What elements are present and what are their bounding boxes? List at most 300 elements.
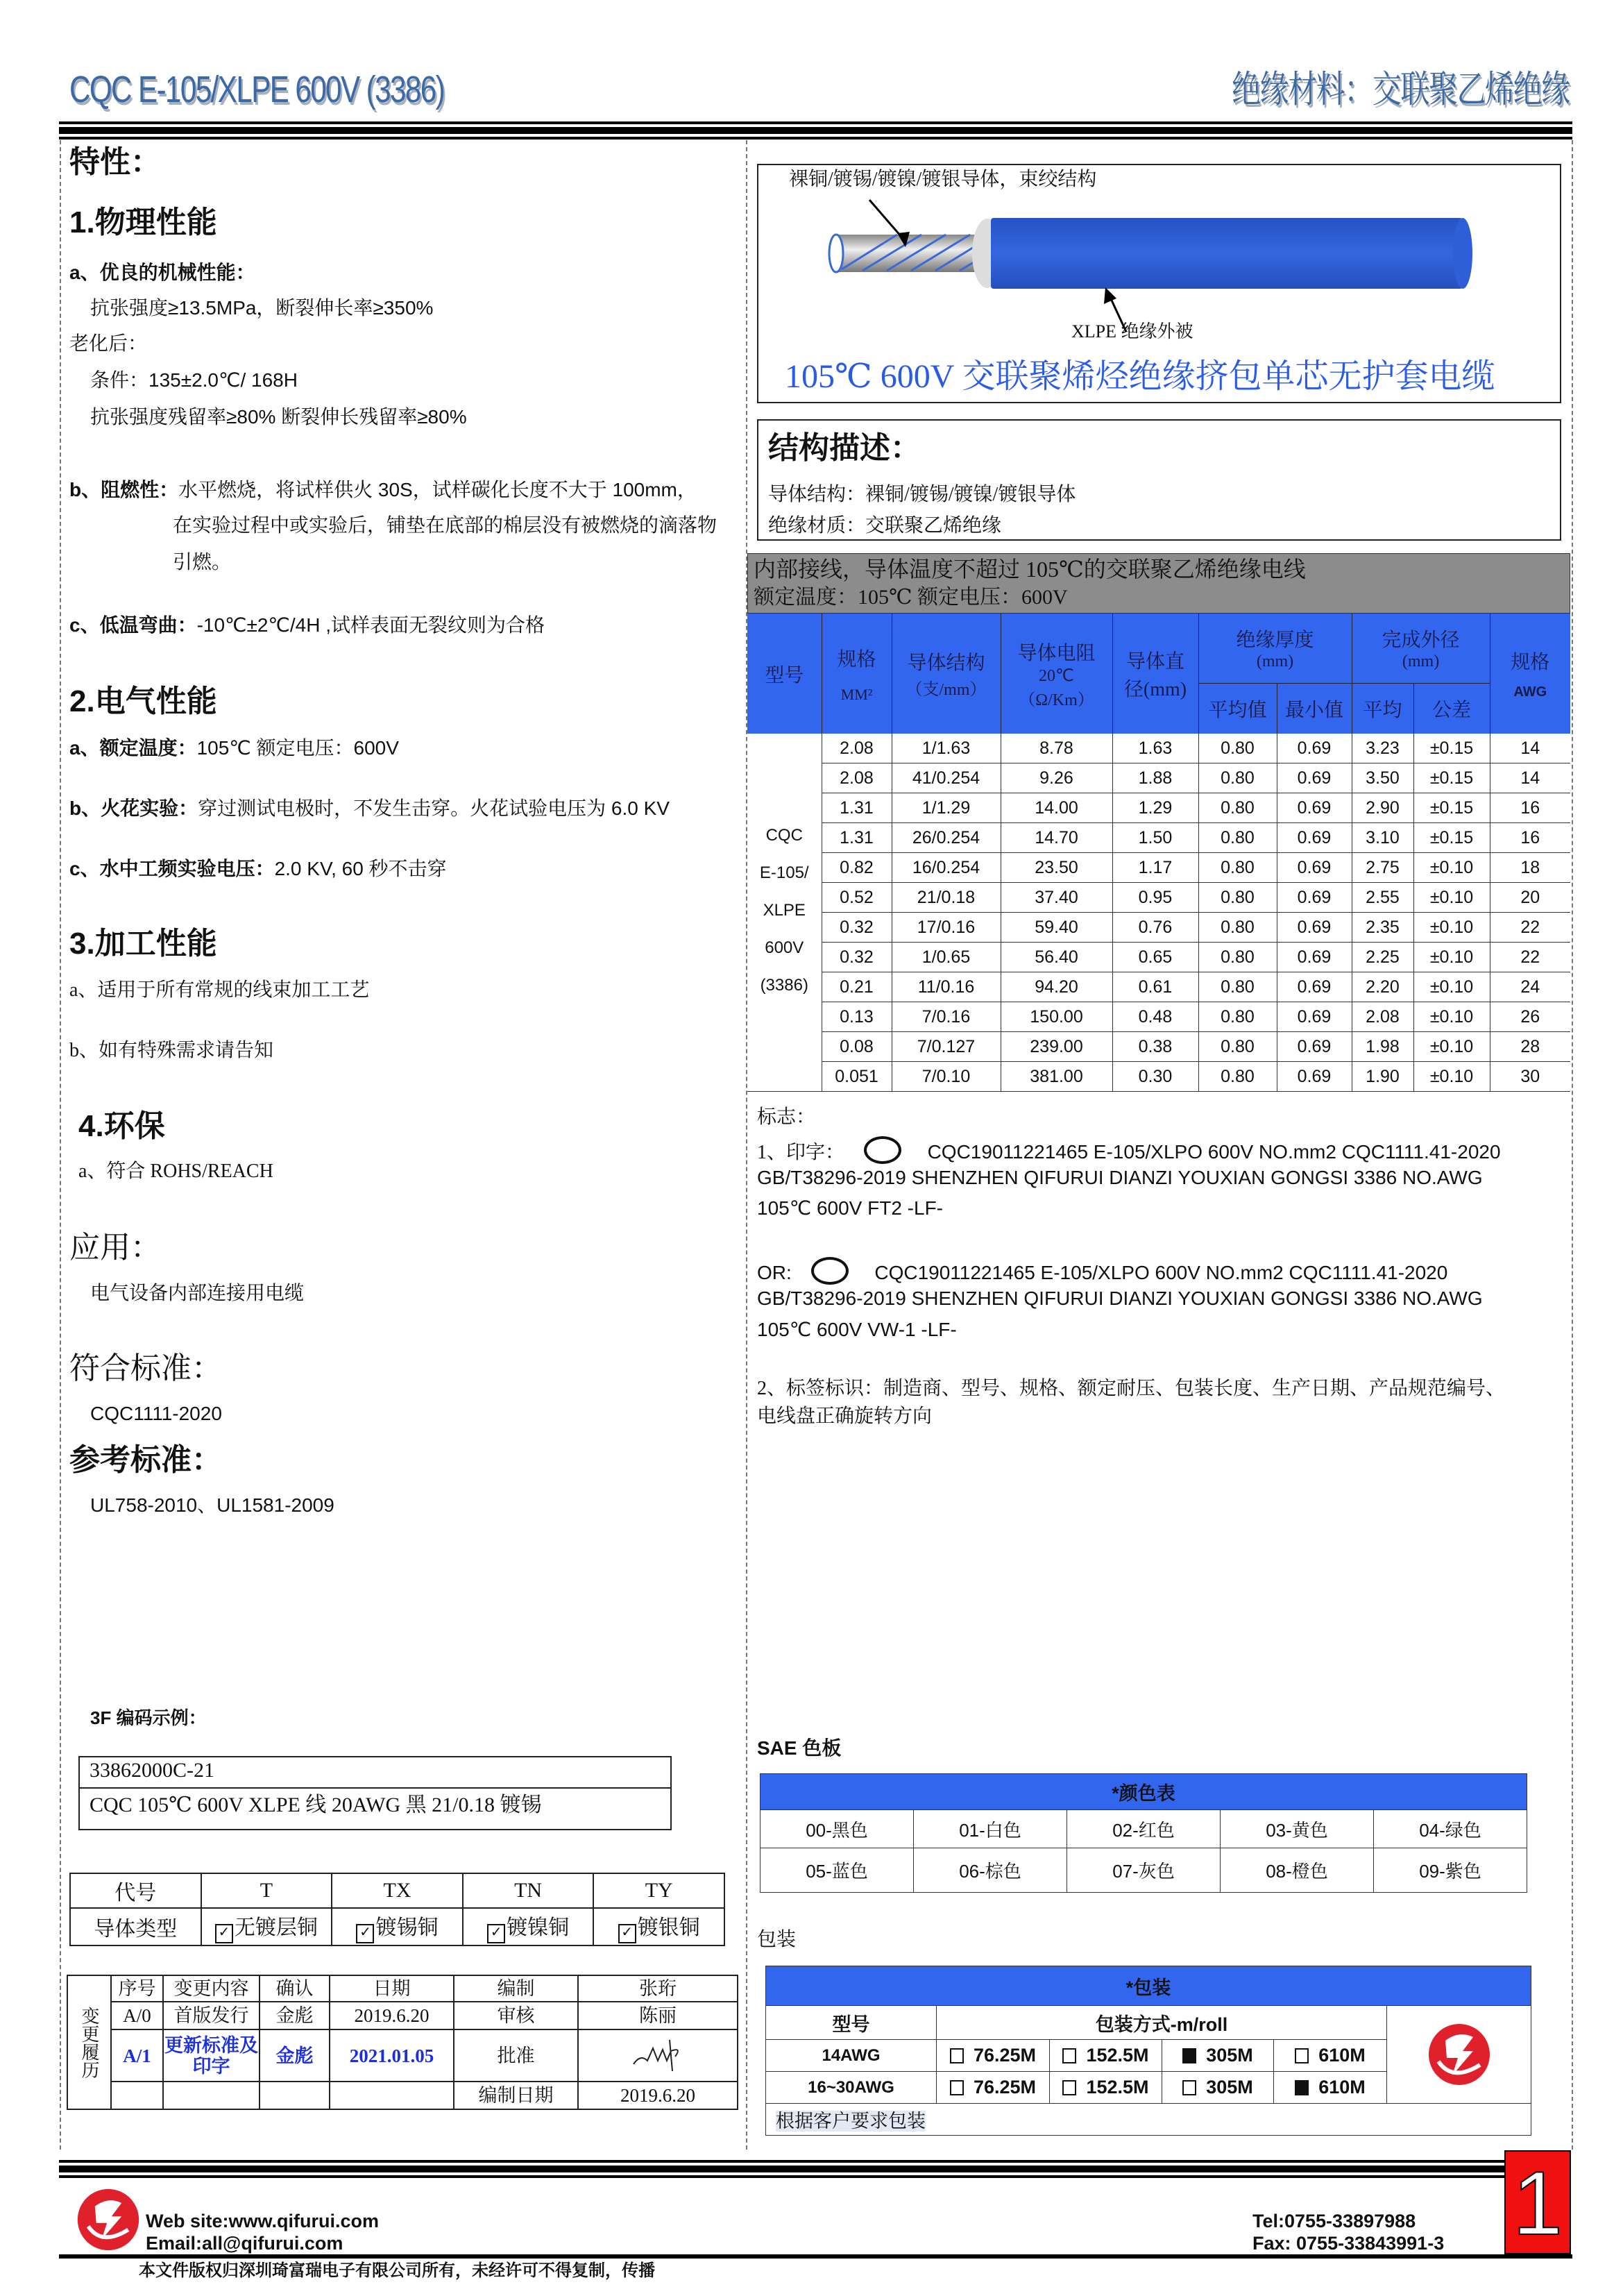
packing-option-label: 610M bbox=[1318, 2077, 1366, 2097]
col-awg-label: 规格 bbox=[1511, 652, 1550, 673]
code-value: 33862000C-21 bbox=[90, 1759, 214, 1782]
table-cell: 2.20 bbox=[1352, 972, 1413, 1002]
model-line: 600V bbox=[765, 938, 804, 957]
table-cell: 1/1.63 bbox=[892, 734, 1001, 763]
revision-cell bbox=[330, 2082, 454, 2109]
checked-box-icon: ✓ bbox=[356, 1924, 374, 1943]
table-cell: 41/0.254 bbox=[892, 763, 1001, 793]
revision-cell bbox=[163, 2002, 260, 2029]
table-row bbox=[747, 883, 1570, 913]
packing-option-label: 305M bbox=[1206, 2045, 1253, 2066]
marking-line1a bbox=[757, 1136, 1501, 1165]
col-diameter-unit: 径(mm) bbox=[1123, 678, 1187, 700]
header-rule-thick bbox=[59, 127, 1572, 134]
table-cell: 0.13 bbox=[822, 1002, 892, 1032]
table-cell: ±0.10 bbox=[1413, 943, 1490, 972]
color-item: 02-红色 bbox=[1067, 1810, 1221, 1848]
features-title: 特性： bbox=[69, 145, 161, 179]
col-thickness-avg: 平均值 bbox=[1198, 683, 1277, 734]
marking-line2a bbox=[757, 1257, 1447, 1285]
mechanical-label: a、优良的机械性能： bbox=[69, 262, 255, 283]
water-voltage-label: c、水中工频实验电压： bbox=[69, 858, 275, 879]
table-cell: ±0.15 bbox=[1413, 823, 1490, 853]
structure-title: 结构描述： bbox=[768, 431, 921, 465]
table-cell: 56.40 bbox=[1001, 943, 1112, 972]
code-example-box bbox=[78, 1756, 672, 1830]
table-cell: 7/0.10 bbox=[892, 1062, 1001, 1092]
footer-fax: Fax: 0755-33843991-3 bbox=[1252, 2233, 1445, 2254]
table-row bbox=[747, 1062, 1570, 1092]
table-cell: 14 bbox=[1490, 734, 1570, 763]
checkbox-icon bbox=[1182, 2080, 1196, 2095]
table-cell: ±0.10 bbox=[1413, 1002, 1490, 1032]
code-example-title: 3F 编码示例： bbox=[90, 1707, 207, 1728]
aging-retention: 抗张强度残留率≥80% 断裂伸长残留率≥80% bbox=[90, 406, 467, 428]
page-number: 1 bbox=[1512, 2152, 1563, 2254]
footer-rule-thin bbox=[59, 2175, 1504, 2178]
spark-test bbox=[69, 797, 670, 820]
water-voltage bbox=[69, 857, 447, 881]
table-row bbox=[747, 943, 1570, 972]
footer-rule bbox=[59, 2160, 1504, 2163]
marking-text: CQC19011221465 E-105/XLPO 600V NO.mm2 CQC1111.41-2020 bbox=[927, 1141, 1501, 1163]
divider bbox=[80, 1787, 670, 1789]
code-cell-text: 代号 bbox=[114, 1881, 157, 1905]
description-band bbox=[747, 553, 1570, 614]
col-structure-unit: （支/mm） bbox=[906, 681, 987, 699]
insulation-label: XLPE 绝缘外被 bbox=[1071, 321, 1193, 341]
packing-note-cell bbox=[766, 2104, 1531, 2136]
col-awg-unit: AWG bbox=[1513, 684, 1547, 700]
table-cell: 0.69 bbox=[1277, 823, 1352, 853]
packing-table bbox=[765, 1966, 1531, 2136]
revision-cell bbox=[330, 2002, 454, 2029]
checkbox-icon bbox=[1062, 2048, 1076, 2063]
revision-cell bbox=[111, 2082, 163, 2109]
table-cell: 0.76 bbox=[1112, 913, 1198, 943]
revision-row bbox=[67, 1975, 738, 2002]
revision-row bbox=[67, 2002, 738, 2029]
table-cell: 0.80 bbox=[1198, 1062, 1277, 1092]
revision-cell bbox=[111, 1975, 163, 2002]
table-cell: 2.35 bbox=[1352, 913, 1413, 943]
col-model: 型号 bbox=[747, 614, 822, 734]
footer-rule-thick bbox=[59, 2166, 1504, 2172]
col-thickness-min: 最小值 bbox=[1277, 683, 1352, 734]
table-row bbox=[747, 1002, 1570, 1032]
table-cell: 0.80 bbox=[1198, 1032, 1277, 1062]
table-cell: 3.23 bbox=[1352, 734, 1413, 763]
checkbox-icon bbox=[1295, 2048, 1309, 2063]
table-row bbox=[747, 793, 1570, 823]
column-divider bbox=[746, 140, 747, 2150]
packing-option[interactable] bbox=[1274, 2040, 1387, 2072]
processing-b: b、如有特殊需求请告知 bbox=[69, 1040, 274, 1061]
col-thickness bbox=[1198, 614, 1352, 683]
spark-test-label: b、火花实验： bbox=[69, 797, 198, 819]
revision-cell-text: 更新标准及印字 bbox=[164, 2034, 258, 2077]
table-cell: 1.29 bbox=[1112, 793, 1198, 823]
color-table-title: *颜色表 bbox=[760, 1774, 1527, 1810]
col-resistance-temp: 20℃ bbox=[1039, 666, 1074, 685]
table-cell: 1.50 bbox=[1112, 823, 1198, 853]
table-cell: 14.00 bbox=[1001, 793, 1112, 823]
col-diameter-label: 导体直 bbox=[1125, 650, 1184, 673]
signature bbox=[578, 2029, 738, 2082]
revision-cell bbox=[260, 2002, 330, 2029]
table-cell: 20 bbox=[1490, 883, 1570, 913]
marking-line1c: 105℃ 600V FT2 -LF- bbox=[757, 1197, 943, 1219]
revision-cell-text: 张珩 bbox=[639, 1978, 677, 1999]
model-line: E-105/ bbox=[759, 863, 809, 882]
table-cell: 0.32 bbox=[822, 913, 892, 943]
marking-line2b: GB/T38296-2019 SHENZHEN QIFURUI DIANZI YOUXIAN GONGSI 3386 NO.AWG bbox=[757, 1288, 1483, 1309]
doc-category: 绝缘材料：交联聚乙烯绝缘 bbox=[1232, 69, 1570, 110]
application-title: 应用： bbox=[69, 1231, 161, 1265]
color-item: 09-紫色 bbox=[1374, 1848, 1527, 1893]
code-cell bbox=[463, 1873, 594, 1908]
code-cell bbox=[70, 1908, 201, 1945]
revision-cell-text: 2021.01.05 bbox=[349, 2045, 434, 2066]
color-item: 08-橙色 bbox=[1221, 1848, 1374, 1893]
table-cell: 0.32 bbox=[822, 943, 892, 972]
packing-option-label: 610M bbox=[1318, 2045, 1366, 2066]
table-cell: 2.08 bbox=[822, 763, 892, 793]
table-cell: 0.051 bbox=[822, 1062, 892, 1092]
reference-title: 参考标准： bbox=[69, 1443, 222, 1477]
cable-diagram-box bbox=[757, 164, 1561, 403]
marking-line3a: 2、标签标识：制造商、型号、规格、额定耐压、包装长度、生产日期、产品规范编号、 bbox=[757, 1378, 1506, 1399]
code-cell bbox=[463, 1908, 594, 1945]
revision-cell bbox=[330, 2029, 454, 2082]
code-cell bbox=[593, 1873, 724, 1908]
table-cell: 94.20 bbox=[1001, 972, 1112, 1002]
table-row bbox=[747, 1032, 1570, 1062]
packing-option[interactable] bbox=[1162, 2040, 1274, 2072]
table-cell: 59.40 bbox=[1001, 913, 1112, 943]
revision-cell bbox=[454, 1975, 578, 2002]
revision-cell bbox=[578, 2082, 738, 2109]
col-structure bbox=[892, 614, 1001, 734]
revision-cell bbox=[454, 2029, 578, 2082]
water-voltage-text: 2.0 KV, 60 秒不击穿 bbox=[274, 858, 447, 879]
model-cell bbox=[747, 734, 822, 1092]
packing-title: 包装 bbox=[757, 1928, 797, 1950]
page-number-box bbox=[1504, 2150, 1571, 2254]
table-cell: 239.00 bbox=[1001, 1032, 1112, 1062]
table-cell: 1/1.29 bbox=[892, 793, 1001, 823]
footer-website[interactable]: Web site:www.qifurui.com bbox=[146, 2211, 380, 2231]
color-item: 07-灰色 bbox=[1067, 1848, 1221, 1893]
code-cell bbox=[332, 1873, 463, 1908]
table-row bbox=[747, 853, 1570, 883]
table-cell: ±0.10 bbox=[1413, 1032, 1490, 1062]
revision-history-table bbox=[67, 1975, 738, 2110]
code-cell-text: TX bbox=[383, 1878, 411, 1902]
table-cell: ±0.10 bbox=[1413, 1062, 1490, 1092]
structure-box bbox=[757, 419, 1561, 541]
table-cell: 0.80 bbox=[1198, 823, 1277, 853]
model-line: CQC bbox=[765, 826, 803, 845]
footer-email[interactable]: Email:all@qifurui.com bbox=[146, 2233, 343, 2254]
footer-tel: Tel:0755-33897988 bbox=[1252, 2211, 1416, 2231]
table-cell: 16/0.254 bbox=[892, 853, 1001, 883]
color-item: 04-绿色 bbox=[1374, 1810, 1527, 1848]
conductor-label: 裸铜/镀锡/镀镍/镀银导体，束绞结构 bbox=[789, 169, 1097, 190]
section-processing-title: 3.加工性能 bbox=[69, 927, 217, 961]
table-cell: 26 bbox=[1490, 1002, 1570, 1032]
table-cell: 1.31 bbox=[822, 823, 892, 853]
revision-cell-text: 金彪 bbox=[275, 2045, 314, 2066]
revision-cell-text: 金彪 bbox=[275, 2005, 314, 2026]
table-cell: 0.80 bbox=[1198, 883, 1277, 913]
color-item: 06-棕色 bbox=[914, 1848, 1067, 1893]
marking-title: 标志： bbox=[757, 1106, 816, 1127]
revision-cell-text: 陈丽 bbox=[639, 2005, 677, 2026]
table-cell: 0.69 bbox=[1277, 793, 1352, 823]
checkbox-icon bbox=[950, 2048, 964, 2063]
revision-cell bbox=[260, 2082, 330, 2109]
revision-cell-text: 审核 bbox=[497, 2005, 535, 2026]
checked-box-icon: ✓ bbox=[215, 1924, 233, 1943]
cold-bend-text: -10℃±2℃/4H ,试样表面无裂纹则为合格 bbox=[196, 614, 545, 636]
section-electrical-title: 2.电气性能 bbox=[69, 684, 217, 718]
col-size-unit: MM² bbox=[840, 685, 873, 703]
table-row bbox=[747, 823, 1570, 853]
table-cell: ±0.15 bbox=[1413, 793, 1490, 823]
table-cell: 22 bbox=[1490, 913, 1570, 943]
structure-insulation: 绝缘材质：交联聚乙烯绝缘 bbox=[768, 515, 1002, 537]
revision-cell bbox=[111, 2029, 163, 2082]
code-cell-text: TY bbox=[645, 1878, 673, 1902]
signature-icon bbox=[627, 2033, 689, 2075]
table-cell: 0.08 bbox=[822, 1032, 892, 1062]
table-cell: 0.69 bbox=[1277, 972, 1352, 1002]
revision-cell-text: 编制日期 bbox=[478, 2085, 554, 2106]
table-cell: 2.90 bbox=[1352, 793, 1413, 823]
table-cell: 1.17 bbox=[1112, 853, 1198, 883]
revision-cell bbox=[260, 2029, 330, 2082]
revision-row bbox=[67, 2082, 738, 2109]
table-cell: 14.70 bbox=[1001, 823, 1112, 853]
revision-cell bbox=[454, 2082, 578, 2109]
revision-cell bbox=[163, 2029, 260, 2082]
code-cell-text: 镀银铜 bbox=[637, 1916, 700, 1939]
standard-text: CQC1111-2020 bbox=[90, 1403, 222, 1424]
revision-cell bbox=[260, 1975, 330, 2002]
table-cell: 7/0.16 bbox=[892, 1002, 1001, 1032]
table-cell: 2.55 bbox=[1352, 883, 1413, 913]
spark-test-text: 穿过测试电极时，不发生击穿。火花试验电压为 6.0 KV bbox=[198, 797, 670, 819]
packing-option[interactable] bbox=[1274, 2072, 1387, 2104]
table-cell: 0.21 bbox=[822, 972, 892, 1002]
color-item: 00-黑色 bbox=[760, 1810, 914, 1848]
spec-table bbox=[747, 614, 1570, 1092]
packing-option[interactable] bbox=[937, 2040, 1050, 2072]
table-cell: ±0.10 bbox=[1413, 972, 1490, 1002]
model-line: (3386) bbox=[760, 976, 808, 995]
table-cell: 17/0.16 bbox=[892, 913, 1001, 943]
table-cell: 1.88 bbox=[1112, 763, 1198, 793]
col-size-label: 规格 bbox=[837, 648, 876, 670]
brand-logo bbox=[1387, 2006, 1531, 2104]
color-item: 03-黄色 bbox=[1221, 1810, 1374, 1848]
packing-option-label: 76.25M bbox=[973, 2077, 1037, 2097]
checkbox-icon bbox=[1062, 2080, 1076, 2095]
revision-row bbox=[67, 2029, 738, 2082]
table-cell: 1.90 bbox=[1352, 1062, 1413, 1092]
table-row bbox=[747, 734, 1570, 763]
table-cell: 0.69 bbox=[1277, 913, 1352, 943]
cold-bend-label: c、低温弯曲： bbox=[69, 614, 197, 636]
revision-cell-text: 确认 bbox=[275, 1978, 314, 1999]
table-cell: 0.61 bbox=[1112, 972, 1198, 1002]
table-cell: ±0.10 bbox=[1413, 913, 1490, 943]
table-cell: 23.50 bbox=[1001, 853, 1112, 883]
revision-cell bbox=[578, 1975, 738, 2002]
footer-bottom-rule bbox=[59, 2254, 1572, 2259]
table-cell: 0.80 bbox=[1198, 913, 1277, 943]
flame-line2: 在实验过程中或实验后，铺垫在底部的棉层没有被燃烧的滴落物 bbox=[173, 514, 717, 536]
section-physical-title: 1.物理性能 bbox=[69, 205, 217, 239]
col-resistance bbox=[1001, 614, 1112, 734]
code-cell-text: 无镀层铜 bbox=[234, 1916, 318, 1939]
flame-text bbox=[69, 478, 697, 502]
copyright: 本文件版权归深圳琦富瑞电子有限公司所有，未经许可不得复制，传播 bbox=[139, 2261, 655, 2280]
marking-prefix: 1、印字： bbox=[757, 1142, 845, 1163]
table-cell: 8.78 bbox=[1001, 734, 1112, 763]
marking-line1b: GB/T38296-2019 SHENZHEN QIFURUI DIANZI YOUXIAN GONGSI 3386 NO.AWG bbox=[757, 1167, 1483, 1188]
revision-cell-text: 序号 bbox=[118, 1978, 156, 1999]
section-env-title: 4.环保 bbox=[78, 1109, 165, 1143]
application-text: 电气设备内部连接用电缆 bbox=[90, 1283, 305, 1304]
table-cell: 0.80 bbox=[1198, 763, 1277, 793]
aging-label: 老化后： bbox=[69, 332, 148, 354]
table-cell: 22 bbox=[1490, 943, 1570, 972]
marking-line2c: 105℃ 600V VW-1 -LF- bbox=[757, 1319, 957, 1340]
packing-option[interactable] bbox=[1162, 2072, 1274, 2104]
col-od-unit: (mm) bbox=[1402, 652, 1440, 671]
standard-title: 符合标准： bbox=[69, 1351, 222, 1385]
right-border bbox=[1572, 140, 1573, 2150]
table-cell: ±0.15 bbox=[1413, 763, 1490, 793]
revision-cell-text: 2019.6.20 bbox=[354, 2005, 430, 2026]
col-diameter bbox=[1112, 614, 1198, 734]
code-description: CQC 105℃ 600V XLPE 线 20AWG 黑 21/0.18 镀锡 bbox=[90, 1793, 542, 1816]
structure-conductor: 导体结构：裸铜/镀锡/镀镍/镀银导体 bbox=[768, 484, 1076, 505]
revision-cell bbox=[111, 2002, 163, 2029]
table-cell: 2.75 bbox=[1352, 853, 1413, 883]
table-cell: 16 bbox=[1490, 793, 1570, 823]
marking-text: CQC19011221465 E-105/XLPO 600V NO.mm2 CQC1111.41-2020 bbox=[874, 1262, 1448, 1283]
table-cell: 0.80 bbox=[1198, 793, 1277, 823]
marking-or: OR: bbox=[757, 1262, 792, 1283]
code-cell-text: T bbox=[260, 1878, 273, 1902]
table-row bbox=[747, 913, 1570, 943]
table-row bbox=[747, 763, 1570, 793]
packing-option[interactable] bbox=[937, 2072, 1050, 2104]
table-cell: 2.08 bbox=[1352, 1002, 1413, 1032]
table-cell: 0.69 bbox=[1277, 1002, 1352, 1032]
table-cell: 0.80 bbox=[1198, 972, 1277, 1002]
col-size bbox=[822, 614, 892, 734]
table-cell: 1.31 bbox=[822, 793, 892, 823]
code-cell bbox=[332, 1908, 463, 1945]
band-line2: 额定温度：105℃ 额定电压：600V bbox=[754, 586, 1068, 609]
table-cell: 0.69 bbox=[1277, 883, 1352, 913]
band-line1: 内部接线，导体温度不超过 105℃的交联聚乙烯绝缘电线 bbox=[754, 557, 1306, 582]
model-line: XLPE bbox=[763, 901, 806, 920]
table-cell: 0.95 bbox=[1112, 883, 1198, 913]
flame-line3: 引燃。 bbox=[173, 551, 232, 573]
packing-option-label: 305M bbox=[1206, 2077, 1253, 2097]
left-border bbox=[60, 140, 61, 2150]
table-cell: 21/0.18 bbox=[892, 883, 1001, 913]
header-rule-thin bbox=[59, 137, 1572, 140]
table-cell: 3.50 bbox=[1352, 763, 1413, 793]
code-row bbox=[70, 1873, 724, 1908]
packing-option-label: 152.5M bbox=[1086, 2045, 1149, 2066]
marking-line3b: 电线盘正确旋转方向 bbox=[757, 1406, 933, 1427]
packing-option-label: 152.5M bbox=[1086, 2077, 1149, 2097]
table-cell: 24 bbox=[1490, 972, 1570, 1002]
revision-cell bbox=[454, 2002, 578, 2029]
revision-cell-text: 首版发行 bbox=[173, 2005, 249, 2026]
packing-option[interactable] bbox=[1050, 2072, 1162, 2104]
checkbox-icon bbox=[950, 2080, 964, 2095]
table-cell: 2.08 bbox=[822, 734, 892, 763]
table-cell: 0.52 bbox=[822, 883, 892, 913]
revision-cell bbox=[330, 1975, 454, 2002]
table-cell: ±0.10 bbox=[1413, 883, 1490, 913]
revision-cell-text: 日期 bbox=[373, 1978, 411, 1999]
rated-temp-text: 105℃ 额定电压：600V bbox=[196, 737, 399, 759]
rated-temp bbox=[69, 736, 399, 760]
brand-logo-icon bbox=[1425, 2020, 1494, 2089]
product-title: 105℃ 600V 交联聚烯烃绝缘挤包单芯无护套电缆 bbox=[785, 358, 1495, 395]
code-cell-text: 镀镍铜 bbox=[507, 1916, 570, 1939]
doc-title: CQC E-105/XLPE 600V (3386) bbox=[69, 69, 445, 110]
col-od-label: 完成外径 bbox=[1382, 630, 1460, 652]
revision-cell-text: 变更内容 bbox=[173, 1978, 249, 1999]
table-cell: ±0.10 bbox=[1413, 853, 1490, 883]
revision-cell bbox=[578, 2002, 738, 2029]
packing-option[interactable] bbox=[1050, 2040, 1162, 2072]
table-cell: 3.10 bbox=[1352, 823, 1413, 853]
table-cell: 1.63 bbox=[1112, 734, 1198, 763]
table-row bbox=[747, 972, 1570, 1002]
tensile-text: 抗张强度≥13.5MPa，断裂伸长率≥350% bbox=[90, 297, 434, 319]
table-cell: 26/0.254 bbox=[892, 823, 1001, 853]
cqc-logo-icon bbox=[864, 1136, 901, 1164]
table-cell: 0.80 bbox=[1198, 943, 1277, 972]
packing-col-method: 包装方式-m/roll bbox=[937, 2006, 1387, 2040]
table-cell: ±0.15 bbox=[1413, 734, 1490, 763]
table-cell: 1.98 bbox=[1352, 1032, 1413, 1062]
header-rule bbox=[59, 121, 1572, 124]
code-cell bbox=[70, 1873, 201, 1908]
color-row bbox=[760, 1810, 1527, 1848]
color-item: 01-白色 bbox=[914, 1810, 1067, 1848]
table-cell: 16 bbox=[1490, 823, 1570, 853]
table-cell: 0.82 bbox=[822, 853, 892, 883]
table-cell: 28 bbox=[1490, 1032, 1570, 1062]
processing-a: a、适用于所有常规的线束加工工艺 bbox=[69, 979, 370, 1001]
col-resistance-label: 导体电阻 bbox=[1017, 642, 1096, 664]
col-od-avg: 平均 bbox=[1352, 683, 1413, 734]
table-cell: 11/0.16 bbox=[892, 972, 1001, 1002]
table-cell: 0.69 bbox=[1277, 853, 1352, 883]
